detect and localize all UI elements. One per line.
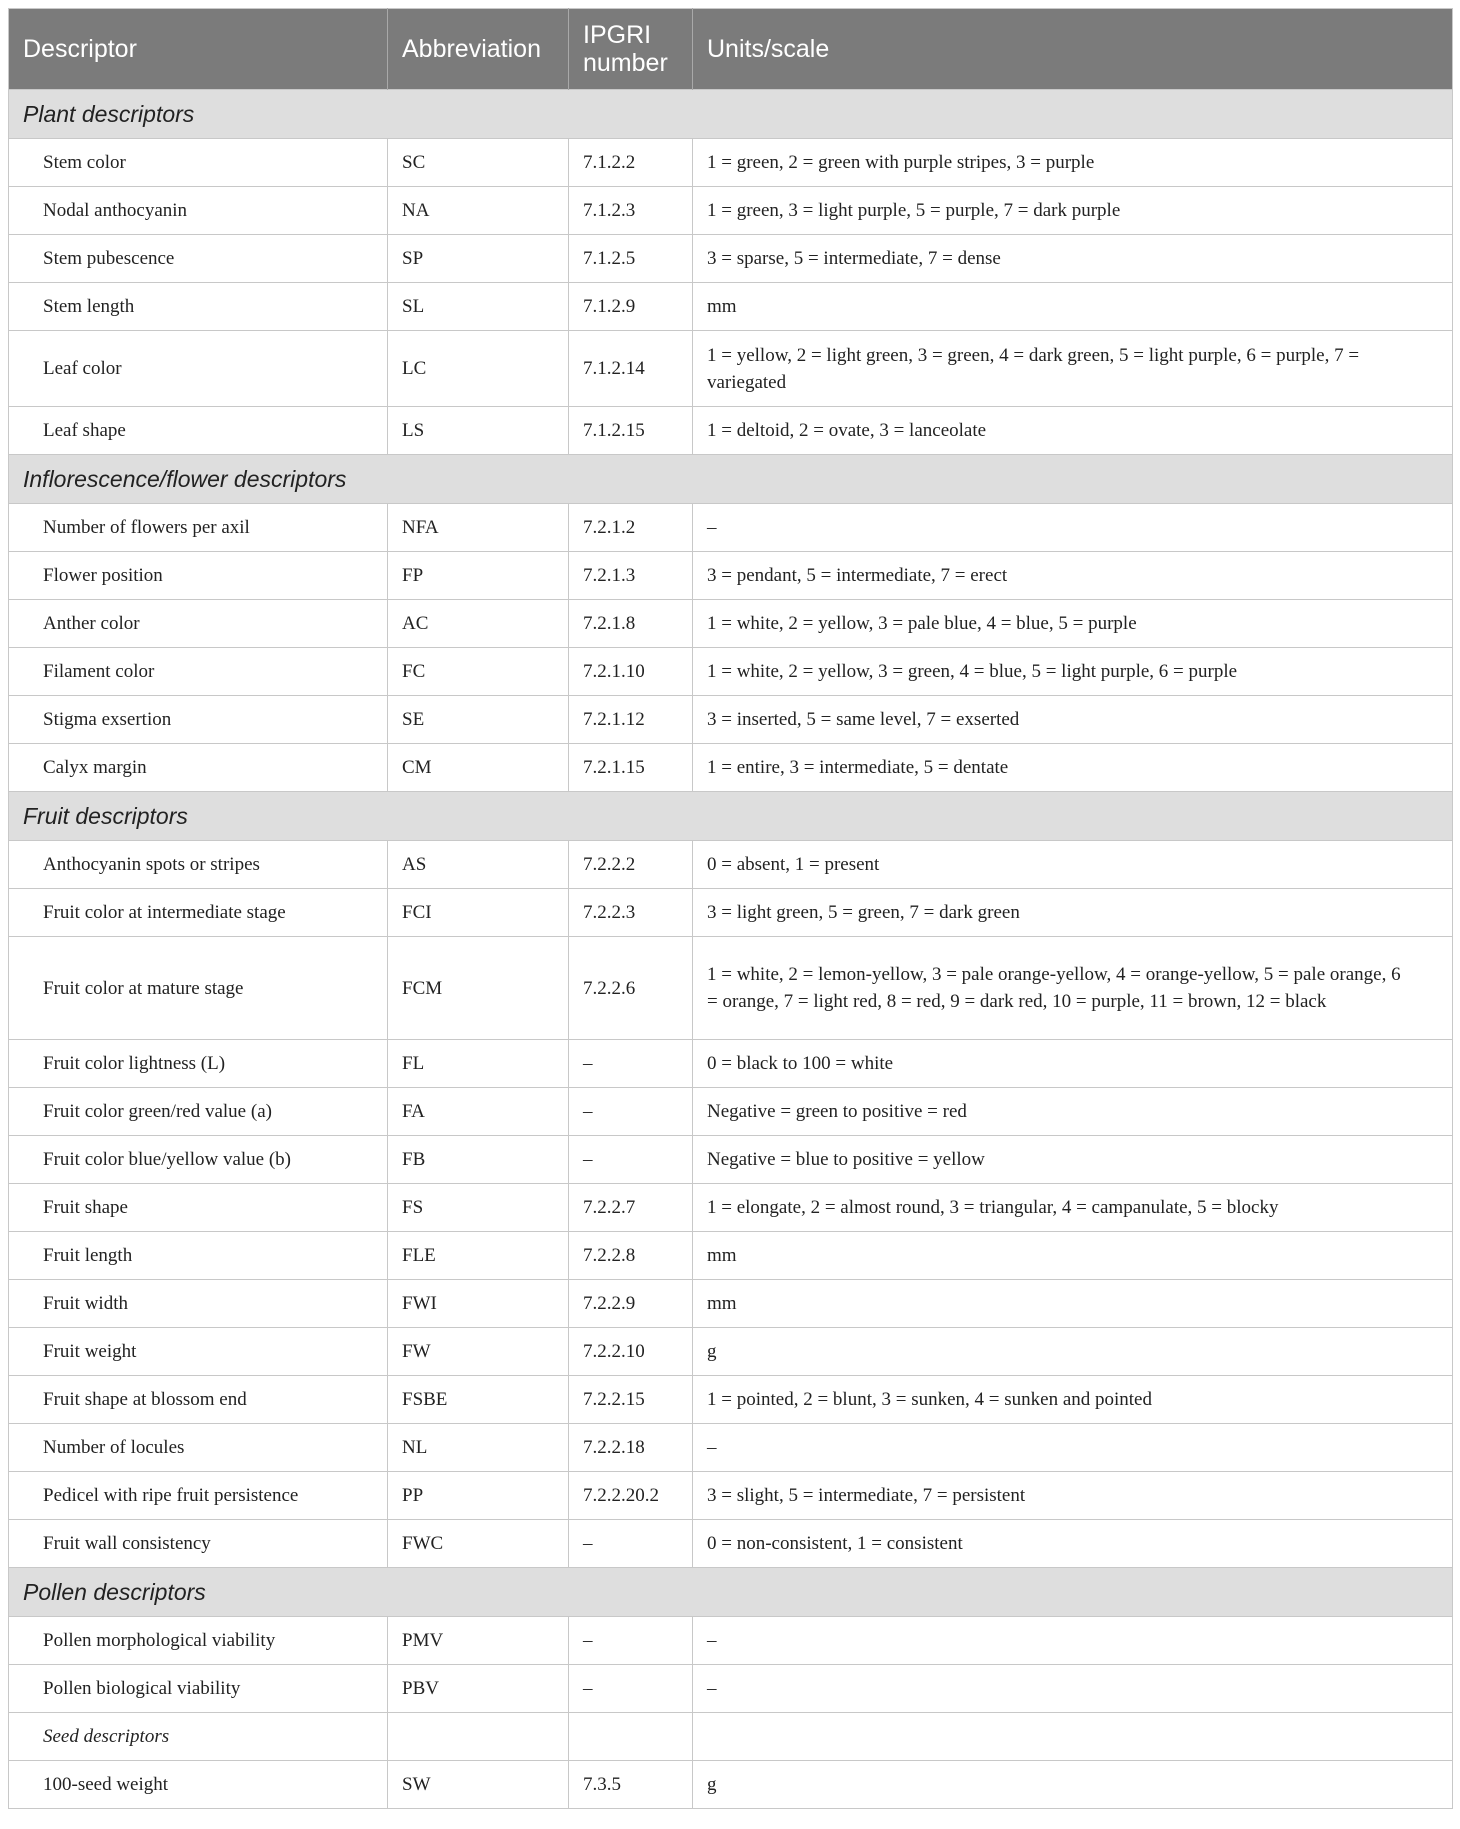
units-cell: 1 = white, 2 = lemon-yellow, 3 = pale orange-yellow, 4 = orange-yellow, 5 = pale orange, 6 = orange, 7 = light red, 8 = red, 9 = dark red, 10 = purple, 11 = brown, 12 = black: [693, 937, 1453, 1040]
units-cell: 1 = green, 2 = green with purple stripes, 3 = purple: [693, 139, 1453, 187]
units-cell: mm: [693, 283, 1453, 331]
ipgri-cell: 7.2.2.3: [569, 889, 693, 937]
units-cell: 0 = non-consistent, 1 = consistent: [693, 1520, 1453, 1568]
descriptor-cell: Fruit color green/red value (a): [9, 1088, 388, 1136]
ipgri-cell: –: [569, 1520, 693, 1568]
descriptor-cell: Fruit color blue/yellow value (b): [9, 1136, 388, 1184]
ipgri-cell: 7.2.1.15: [569, 744, 693, 792]
units-cell: –: [693, 1424, 1453, 1472]
section-header-row: [9, 792, 1453, 841]
table-row: [9, 1520, 1453, 1568]
header-units-scale: Units/scale: [693, 9, 1453, 90]
abbreviation-cell: SC: [388, 139, 569, 187]
descriptor-cell: Fruit shape at blossom end: [9, 1376, 388, 1424]
header-ipgri-number: IPGRI number: [569, 9, 693, 90]
ipgri-cell: 7.2.2.18: [569, 1424, 693, 1472]
ipgri-cell: –: [569, 1088, 693, 1136]
units-cell: 1 = white, 2 = yellow, 3 = pale blue, 4 = blue, 5 = purple: [693, 600, 1453, 648]
descriptor-table-container: [8, 8, 1452, 1809]
abbreviation-cell: AC: [388, 600, 569, 648]
section-title: Pollen descriptors: [9, 1568, 1453, 1617]
section-title: Inflorescence/flower descriptors: [9, 455, 1453, 504]
descriptor-cell: Stem color: [9, 139, 388, 187]
section-header-row: [9, 90, 1453, 139]
ipgri-cell: 7.2.1.3: [569, 552, 693, 600]
table-row: [9, 937, 1453, 1040]
ipgri-cell: 7.2.2.6: [569, 937, 693, 1040]
table-row: [9, 600, 1453, 648]
units-cell: g: [693, 1328, 1453, 1376]
units-cell: 1 = deltoid, 2 = ovate, 3 = lanceolate: [693, 407, 1453, 455]
ipgri-cell: 7.1.2.5: [569, 235, 693, 283]
header-abbreviation: Abbreviation: [388, 9, 569, 90]
descriptor-cell: Fruit color at intermediate stage: [9, 889, 388, 937]
ipgri-cell: 7.2.2.9: [569, 1280, 693, 1328]
abbreviation-cell: SW: [388, 1761, 569, 1809]
ipgri-cell: [569, 1713, 693, 1761]
table-row: [9, 139, 1453, 187]
abbreviation-cell: FL: [388, 1040, 569, 1088]
abbreviation-cell: FW: [388, 1328, 569, 1376]
abbreviation-cell: PBV: [388, 1665, 569, 1713]
ipgri-cell: 7.2.1.10: [569, 648, 693, 696]
ipgri-cell: 7.2.2.10: [569, 1328, 693, 1376]
units-cell: 0 = black to 100 = white: [693, 1040, 1453, 1088]
table-row: [9, 1665, 1453, 1713]
ipgri-cell: 7.2.1.12: [569, 696, 693, 744]
units-cell: mm: [693, 1280, 1453, 1328]
descriptor-cell: Pollen biological viability: [9, 1665, 388, 1713]
abbreviation-cell: FCM: [388, 937, 569, 1040]
ipgri-cell: 7.2.2.15: [569, 1376, 693, 1424]
ipgri-cell: 7.2.1.8: [569, 600, 693, 648]
descriptor-cell: Anther color: [9, 600, 388, 648]
abbreviation-cell: NL: [388, 1424, 569, 1472]
abbreviation-cell: FB: [388, 1136, 569, 1184]
table-row: [9, 283, 1453, 331]
section-header-row: [9, 455, 1453, 504]
header-descriptor: Descriptor: [9, 9, 388, 90]
abbreviation-cell: FC: [388, 648, 569, 696]
descriptor-cell: Fruit weight: [9, 1328, 388, 1376]
table-row: [9, 331, 1453, 407]
abbreviation-cell: NFA: [388, 504, 569, 552]
ipgri-cell: –: [569, 1617, 693, 1665]
units-cell: 1 = pointed, 2 = blunt, 3 = sunken, 4 = sunken and pointed: [693, 1376, 1453, 1424]
abbreviation-cell: SE: [388, 696, 569, 744]
abbreviation-cell: PMV: [388, 1617, 569, 1665]
units-cell: 3 = pendant, 5 = intermediate, 7 = erect: [693, 552, 1453, 600]
ipgri-cell: –: [569, 1665, 693, 1713]
table-row: [9, 1136, 1453, 1184]
abbreviation-cell: CM: [388, 744, 569, 792]
abbreviation-cell: FLE: [388, 1232, 569, 1280]
units-cell: 1 = entire, 3 = intermediate, 5 = dentate: [693, 744, 1453, 792]
abbreviation-cell: LC: [388, 331, 569, 407]
descriptor-cell: Stigma exsertion: [9, 696, 388, 744]
table-row: [9, 1472, 1453, 1520]
table-row: [9, 1713, 1453, 1761]
descriptor-cell: Pollen morphological viability: [9, 1617, 388, 1665]
table-row: [9, 1280, 1453, 1328]
table-row: [9, 407, 1453, 455]
table-row: [9, 696, 1453, 744]
abbreviation-cell: AS: [388, 841, 569, 889]
table-row: [9, 1761, 1453, 1809]
descriptor-cell: Fruit color lightness (L): [9, 1040, 388, 1088]
table-row: [9, 744, 1453, 792]
descriptor-cell: Leaf color: [9, 331, 388, 407]
descriptor-cell: Fruit wall consistency: [9, 1520, 388, 1568]
ipgri-cell: 7.1.2.2: [569, 139, 693, 187]
units-cell: 3 = inserted, 5 = same level, 7 = exserted: [693, 696, 1453, 744]
table-row: [9, 1376, 1453, 1424]
abbreviation-cell: [388, 1713, 569, 1761]
units-cell: 0 = absent, 1 = present: [693, 841, 1453, 889]
table-row: [9, 648, 1453, 696]
table-row: [9, 1232, 1453, 1280]
abbreviation-cell: SL: [388, 283, 569, 331]
abbreviation-cell: NA: [388, 187, 569, 235]
table-row: [9, 1328, 1453, 1376]
ipgri-cell: 7.1.2.15: [569, 407, 693, 455]
descriptor-cell: Number of flowers per axil: [9, 504, 388, 552]
units-cell: 3 = sparse, 5 = intermediate, 7 = dense: [693, 235, 1453, 283]
table-row: [9, 1040, 1453, 1088]
descriptor-cell: Stem pubescence: [9, 235, 388, 283]
abbreviation-cell: FCI: [388, 889, 569, 937]
table-row: [9, 1184, 1453, 1232]
ipgri-cell: 7.2.2.8: [569, 1232, 693, 1280]
descriptor-cell: Nodal anthocyanin: [9, 187, 388, 235]
descriptor-cell: Pedicel with ripe fruit persistence: [9, 1472, 388, 1520]
ipgri-cell: 7.2.1.2: [569, 504, 693, 552]
units-cell: –: [693, 504, 1453, 552]
table-row: [9, 235, 1453, 283]
units-cell: 3 = light green, 5 = green, 7 = dark green: [693, 889, 1453, 937]
abbreviation-cell: FA: [388, 1088, 569, 1136]
table-row: [9, 1617, 1453, 1665]
ipgri-cell: 7.2.2.2: [569, 841, 693, 889]
abbreviation-cell: FSBE: [388, 1376, 569, 1424]
section-header-row: [9, 1568, 1453, 1617]
abbreviation-cell: LS: [388, 407, 569, 455]
descriptor-table: [8, 8, 1453, 1809]
abbreviation-cell: FS: [388, 1184, 569, 1232]
units-cell: –: [693, 1617, 1453, 1665]
units-cell: mm: [693, 1232, 1453, 1280]
table-row: [9, 1088, 1453, 1136]
units-cell: [693, 1713, 1453, 1761]
descriptor-cell: Fruit length: [9, 1232, 388, 1280]
section-title: Fruit descriptors: [9, 792, 1453, 841]
table-row: [9, 889, 1453, 937]
ipgri-cell: –: [569, 1136, 693, 1184]
descriptor-cell: Fruit shape: [9, 1184, 388, 1232]
ipgri-cell: 7.1.2.3: [569, 187, 693, 235]
units-cell: –: [693, 1665, 1453, 1713]
descriptor-cell: Anthocyanin spots or stripes: [9, 841, 388, 889]
descriptor-cell: Number of locules: [9, 1424, 388, 1472]
abbreviation-cell: FWI: [388, 1280, 569, 1328]
ipgri-cell: 7.2.2.20.2: [569, 1472, 693, 1520]
units-cell: 1 = elongate, 2 = almost round, 3 = triangular, 4 = campanulate, 5 = blocky: [693, 1184, 1453, 1232]
subsection-label-cell: Seed descriptors: [9, 1713, 388, 1761]
table-row: [9, 504, 1453, 552]
abbreviation-cell: FWC: [388, 1520, 569, 1568]
ipgri-cell: –: [569, 1040, 693, 1088]
abbreviation-cell: PP: [388, 1472, 569, 1520]
units-cell: 3 = slight, 5 = intermediate, 7 = persistent: [693, 1472, 1453, 1520]
abbreviation-cell: FP: [388, 552, 569, 600]
descriptor-cell: Flower position: [9, 552, 388, 600]
table-row: [9, 1424, 1453, 1472]
descriptor-cell: Fruit width: [9, 1280, 388, 1328]
abbreviation-cell: SP: [388, 235, 569, 283]
table-row: [9, 841, 1453, 889]
units-cell: g: [693, 1761, 1453, 1809]
ipgri-cell: 7.2.2.7: [569, 1184, 693, 1232]
table-row: [9, 552, 1453, 600]
ipgri-cell: 7.1.2.9: [569, 283, 693, 331]
descriptor-cell: Filament color: [9, 648, 388, 696]
units-cell: 1 = green, 3 = light purple, 5 = purple, 7 = dark purple: [693, 187, 1453, 235]
units-cell: 1 = white, 2 = yellow, 3 = green, 4 = blue, 5 = light purple, 6 = purple: [693, 648, 1453, 696]
units-cell: 1 = yellow, 2 = light green, 3 = green, 4 = dark green, 5 = light purple, 6 = purple, 7 = variegated: [693, 331, 1453, 407]
table-header: [9, 9, 1453, 90]
descriptor-cell: Stem length: [9, 283, 388, 331]
descriptor-cell: 100-seed weight: [9, 1761, 388, 1809]
section-title: Plant descriptors: [9, 90, 1453, 139]
units-cell: Negative = green to positive = red: [693, 1088, 1453, 1136]
descriptor-cell: Leaf shape: [9, 407, 388, 455]
descriptor-cell: Fruit color at mature stage: [9, 937, 388, 1040]
table-row: [9, 187, 1453, 235]
descriptor-cell: Calyx margin: [9, 744, 388, 792]
ipgri-cell: 7.1.2.14: [569, 331, 693, 407]
units-cell: Negative = blue to positive = yellow: [693, 1136, 1453, 1184]
ipgri-cell: 7.3.5: [569, 1761, 693, 1809]
